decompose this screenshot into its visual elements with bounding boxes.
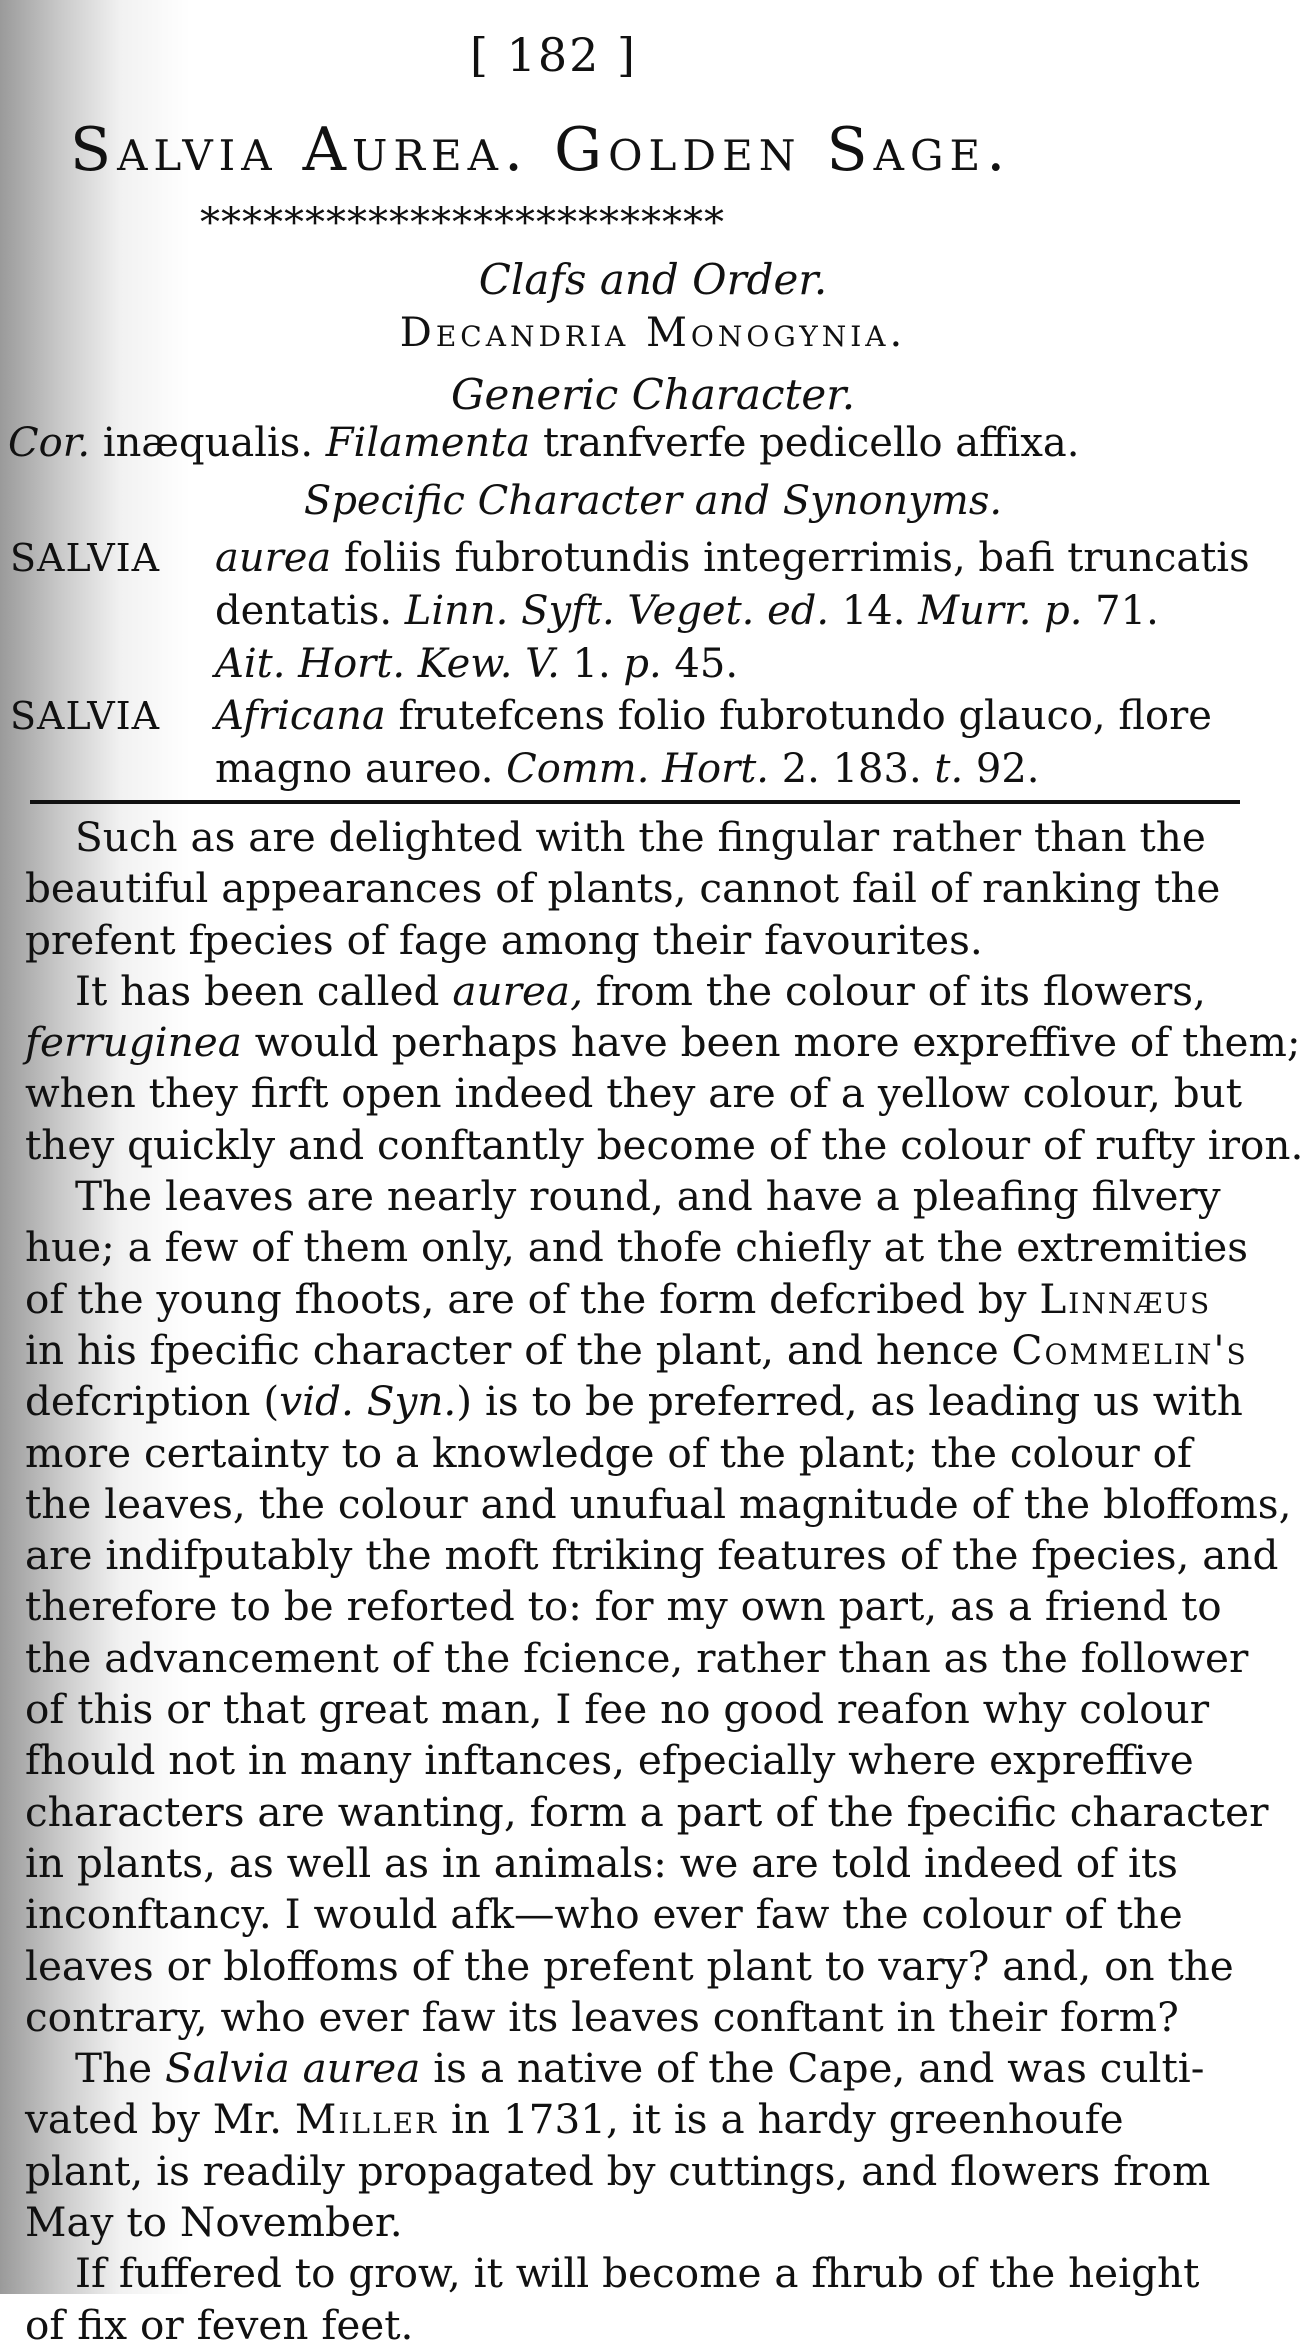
synonym-text: 14. [829,588,919,634]
text-line: the advancement of the fcience, rather than as the follower [25,1633,1249,1682]
synonym-text: 45. [661,641,739,687]
text-span: of the young fhoots, are of the form defcribed by [25,1274,1040,1323]
synonym-line [215,641,738,687]
synonym-ref: p. [623,641,662,687]
generic-character-plain: inæqualis. [90,420,326,466]
synonym-text: 2. 183. [769,746,935,792]
specific-character-heading: Specific Character and Synonyms. [303,478,1003,524]
synonym-entry [10,535,1250,581]
text-span: is a native of the Cape, and was culti- [420,2044,1205,2093]
text-span: from the colour of its flowers, [582,966,1206,1015]
synonym-text: dentatis. [215,588,405,634]
text-line: The leaves are nearly round, and have a pleafing filvery [75,1172,1221,1221]
generic-character-italic: Filamenta [325,420,531,466]
text-line: characters are wanting, form a part of the fpecific character [25,1787,1269,1836]
text-span: vated by Mr. [25,2095,295,2144]
synonym-species: Africana [215,693,386,739]
text-line [25,966,1250,1017]
text-line: beautiful appearances of plants, cannot fail of ranking the [25,864,1221,913]
text-line: contrary, who ever faw its leaves conftant in their form? [25,1992,1179,2041]
synonym-text: 1. [559,641,624,687]
class-order-name: Decandria Monogynia. [399,310,907,356]
synonym-text: foliis fubrotundis integerrimis, bafi truncatis [331,535,1250,581]
synonym-ref: Murr. p. [918,588,1083,634]
synonym-ref: t. [934,746,964,792]
section-divider [30,800,1240,804]
text-span: defcription ( [25,1377,280,1426]
text-line [25,1325,1250,1376]
text-line: of fix or feven feet. [25,2300,414,2349]
generic-character-text [8,420,1079,466]
text-line: plant, is readily propagated by cuttings, and flowers from [25,2146,1211,2195]
text-line: inconftancy. I would afk—who ever faw the colour of the [25,1890,1183,1939]
text-line [25,1274,1250,1325]
text-span: ) is to be preferred, as leading us with [456,1377,1243,1426]
text-span: It has been called [75,966,453,1015]
text-line [25,1376,1250,1427]
text-span: Commelin's [1011,1325,1248,1374]
text-line [25,1017,1301,1068]
synonym-text: 71. [1082,588,1159,634]
synonym-tag: SALVIA [10,694,161,738]
text-span: ferruginea [25,1018,242,1067]
text-line [25,2043,1250,2094]
text-line: when they firft open indeed they are of a yellow colour, but [25,1069,1242,1118]
class-order-heading: Clafs and Order. [478,255,828,304]
text-line: the leaves, the colour and unufual magnitude of the bloffoms, [25,1479,1292,1528]
text-line: prefent fpecies of fage among their favourites. [25,915,983,964]
text-span: The [75,2044,165,2093]
synonym-entry [10,693,1212,739]
text-line: more certainty to a knowledge of the plant; the colour of [25,1428,1192,1477]
page-title: Salvia Aurea. Golden Sage. [70,115,1012,185]
synonym-text: frutefcens folio fubrotundo glauco, flore [385,693,1212,739]
text-line: they quickly and conftantly become of the colour of rufty iron. [25,1120,1304,1169]
text-span: Salvia aurea [164,2044,421,2093]
text-line [25,2094,1250,2145]
text-line: therefore to be reforted to: for my own part, as a friend to [25,1582,1222,1631]
text-span: would perhaps have been more expreffive of them; [241,1018,1301,1067]
synonym-text: magno aureo. [215,746,507,792]
text-line: of this or that great man, I fee no good reafon why colour [25,1685,1210,1734]
text-span: vid. Syn. [279,1377,457,1426]
text-line: May to November. [25,2198,403,2247]
generic-character-label: Cor. [8,420,91,466]
text-line: in plants, as well as in animals: we are told indeed of its [25,1838,1178,1887]
text-span: in 1731, it is a hardy greenhoufe [438,2095,1124,2144]
text-line: are indifputably the moft ftriking features of the fpecies, and [25,1531,1279,1580]
text-span: aurea, [452,966,583,1015]
text-line: hue; a few of them only, and thofe chiefly at the extremities [25,1223,1248,1272]
synonym-text: 92. [963,746,1040,792]
text-span: in his fpecific character of the plant, and hence [25,1325,1012,1374]
synonym-ref: Comm. Hort. [506,746,770,792]
page-number: [ 182 ] [470,28,637,82]
generic-character-rest: tranfverfe pedicello affixa. [530,420,1080,466]
synonym-ref: Ait. Hort. Kew. V. [215,641,560,687]
text-line: If fuffered to grow, it will become a fhrub of the height [75,2249,1200,2298]
text-line: leaves or bloffoms of the prefent plant to vary? and, on the [25,1941,1234,1990]
body-text [25,812,1304,2351]
text-span: Linnæus [1039,1274,1212,1323]
synonym-line [215,588,1159,634]
synonym-tag: SALVIA [10,536,161,580]
text-line: Such as are delighted with the fingular rather than the [75,813,1206,861]
synonym-ref: Linn. Syft. Veget. ed. [404,588,830,634]
synonym-species: aurea [215,535,332,581]
text-line: fhould not in many inftances, efpecially where expreffive [25,1736,1194,1785]
synonym-line [215,746,1040,792]
generic-character-heading: Generic Character. [450,370,856,419]
text-span: Miller [294,2095,439,2144]
ornament-divider: ************************* [200,200,725,246]
